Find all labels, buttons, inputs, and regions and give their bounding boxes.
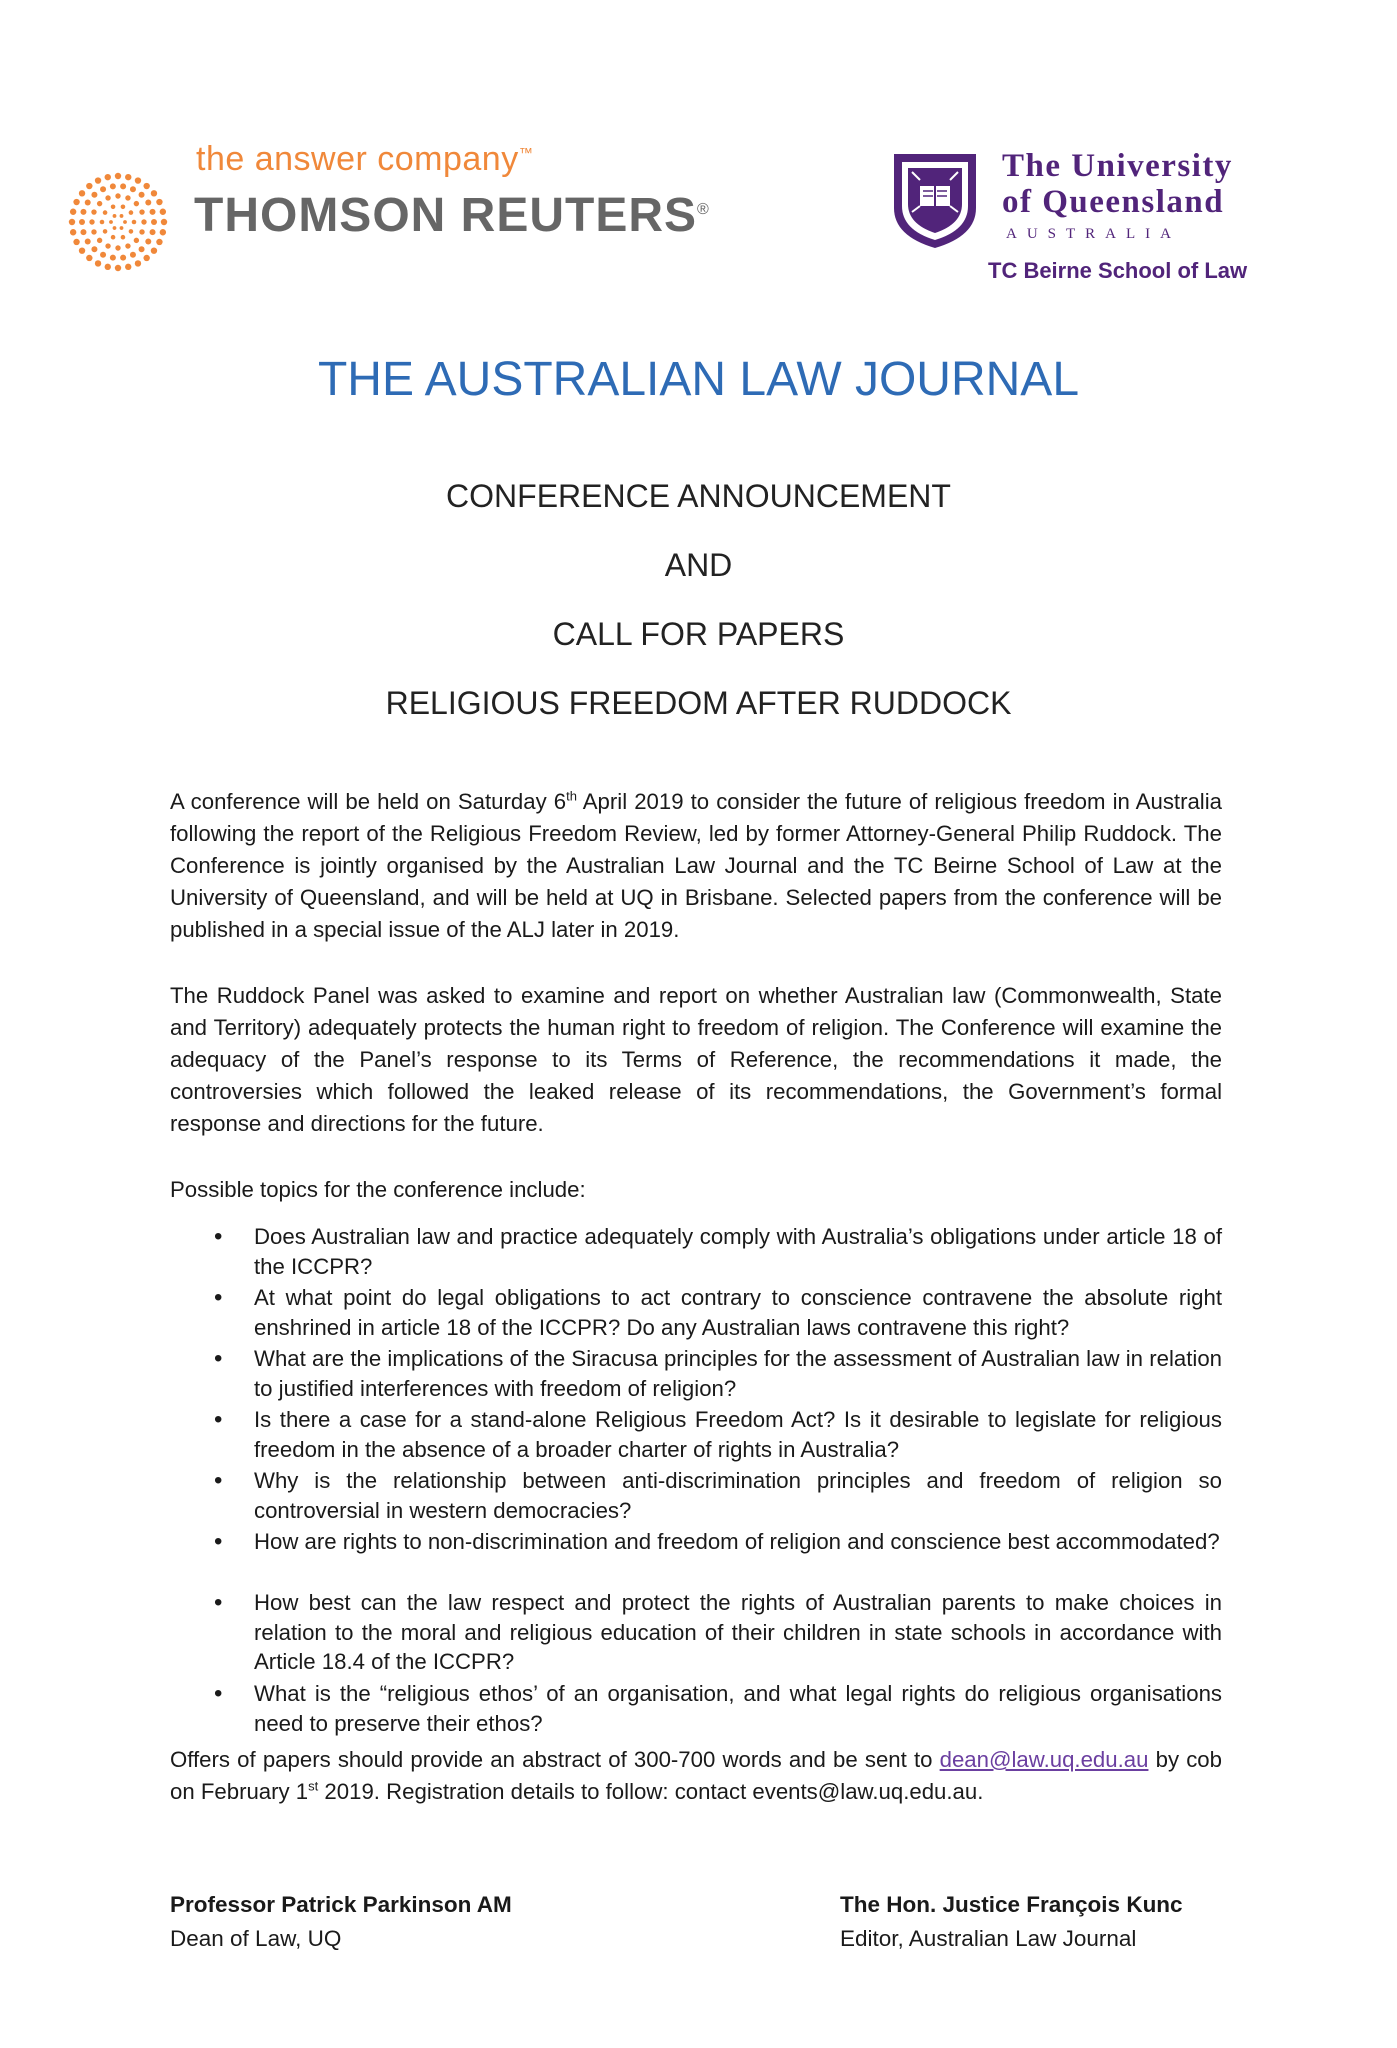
list-item: • Why is the relationship between anti-discrimination principles and freedom of religion so controversial in western democracies? (170, 1466, 1222, 1525)
signature-right-title: Editor, Australian Law Journal (840, 1926, 1137, 1951)
signature-left-name: Professor Patrick Parkinson AM (170, 1892, 512, 1917)
list-item: • How best can the law respect and protect the rights of Australian parents to make choices in relation to the moral and religious education of their children in state schools in accordance with Article 18.4 of the ICCPR? (170, 1588, 1222, 1677)
announcement-line-3: CALL FOR PAPERS (552, 616, 845, 652)
topics-intro: Possible topics for the conference include: (170, 1177, 586, 1202)
signature-right-name: The Hon. Justice François Kunc (840, 1892, 1183, 1917)
offers-paragraph: Offers of papers should provide an abstract of 300-700 words and be sent to dean@law.uq.edu.au by cob on February 1st 2019. Registration details to follow: contact events@law.uq.edu.au. (170, 1747, 1222, 1804)
announcement-line-1: CONFERENCE ANNOUNCEMENT (446, 478, 951, 514)
uq-crest-icon (890, 150, 980, 250)
list-item: • What are the implications of the Siracusa principles for the assessment of Australian law in relation to justified interferences with freedom of religion? (170, 1344, 1222, 1403)
thomson-reuters-logo (68, 140, 710, 270)
journal-title: THE AUSTRALIAN LAW JOURNAL (317, 353, 1080, 406)
signature-left-title: Dean of Law, UQ (170, 1926, 342, 1951)
list-item: • At what point do legal obligations to act contrary to conscience contravene the absolute right enshrined in article 18 of the ICCPR? Do any Australian laws contravene this right? (170, 1283, 1222, 1342)
announcement-line-4: RELIGIOUS FREEDOM AFTER RUDDOCK (385, 685, 1012, 721)
tr-tagline: the answer company™ (196, 140, 534, 178)
uq-country: AUSTRALIA (1006, 226, 1181, 242)
uq-name-line2: of Queensland (1002, 184, 1225, 220)
uq-school-name: TC Beirne School of Law (988, 258, 1248, 283)
intro-paragraph: A conference will be held on Saturday 6th April 2019 to consider the future of religious freedom in Australia following the report of the Religious Freedom Review, led by former Attorney-General Philip Ruddock. The Conference is jointly organised by the Australian Law Journal and the TC Beirne School of Law at the University of Queensland, and will be held at UQ in Brisbane. Selected papers from the conference will be published in a special issue of the ALJ later in 2019. (170, 788, 1223, 942)
signature-right (840, 1888, 1183, 1956)
topics-list (170, 1222, 1222, 1740)
signature-left (170, 1888, 512, 1956)
dean-email-link[interactable]: dean@law.uq.edu.au (939, 1747, 1149, 1772)
list-item: • What is the “religious ethos’ of an organisation, and what legal rights do religious organisations need to preserve their ethos? (170, 1679, 1222, 1738)
list-item: • Is there a case for a stand-alone Religious Freedom Act? Is it desirable to legislate for religious freedom in the absence of a broader charter of rights in Australia? (170, 1405, 1222, 1464)
announcement-line-2: AND (664, 547, 733, 583)
uq-logo (890, 148, 1330, 298)
list-item: • How are rights to non-discrimination and freedom of religion and conscience best accommodated? (170, 1527, 1222, 1586)
panel-paragraph: The Ruddock Panel was asked to examine and report on whether Australian law (Commonwealth, State and Territory) adequately protects the human right to freedom of religion. The Conference will examine the adequacy of the Panel’s response to its Terms of Reference, the recommendations it made, the controversies which followed the leaked release of its recommendations, the Government’s formal response and directions for the future. (170, 983, 1222, 1136)
tr-name: THOMSON REUTERS® (194, 189, 710, 242)
dotted-circle-icon (68, 172, 168, 272)
uq-name-line1: The University (1002, 148, 1233, 184)
list-item: • Does Australian law and practice adequately comply with Australia’s obligations under article 18 of the ICCPR? (170, 1222, 1222, 1281)
